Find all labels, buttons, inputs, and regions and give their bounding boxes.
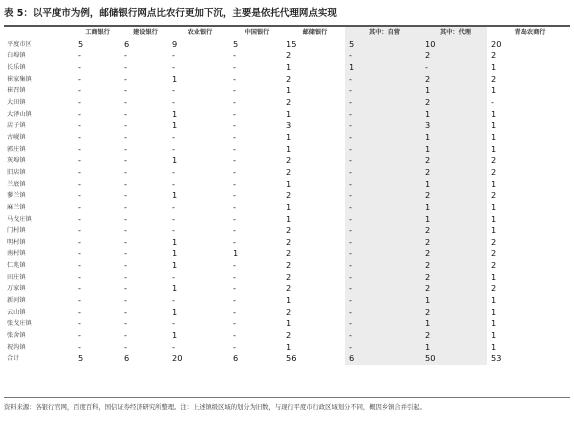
count-cell: 1	[491, 85, 497, 96]
count-cell: 2	[491, 248, 497, 259]
count-cell: 2	[421, 50, 487, 62]
count-cell: 1	[421, 179, 487, 191]
count-cell: -	[124, 283, 127, 294]
region-cell: 云山镇	[7, 308, 26, 316]
region-cell: 平度市区	[7, 40, 32, 48]
region-cell: 万家镇	[7, 285, 26, 293]
count-cell: -	[233, 225, 236, 236]
count-cell: 1	[421, 295, 487, 307]
table-row	[4, 167, 570, 179]
count-cell: -	[172, 61, 175, 72]
count-cell: -	[78, 61, 81, 72]
count-cell: 2	[421, 167, 487, 179]
table-number-label: 表 5：	[4, 8, 33, 19]
count-cell: -	[233, 61, 236, 72]
table-row	[4, 202, 570, 214]
count-cell: -	[172, 131, 175, 142]
count-cell: 2	[421, 155, 487, 167]
column-header: 其中：自营	[345, 27, 421, 39]
table-row	[4, 132, 570, 144]
count-cell: 20	[491, 38, 502, 49]
count-cell: -	[345, 190, 421, 202]
count-cell: 2	[491, 260, 497, 271]
region-cell: 新河镇	[7, 297, 26, 305]
count-cell: -	[345, 120, 421, 132]
count-cell: -	[345, 202, 421, 214]
count-cell: -	[78, 143, 81, 154]
count-cell: 1	[421, 85, 487, 97]
region-cell: 大泽山镇	[7, 110, 32, 118]
count-cell: -	[345, 97, 421, 109]
count-cell: 2	[421, 260, 487, 272]
count-cell: -	[78, 271, 81, 282]
count-cell: -	[124, 143, 127, 154]
count-cell: 2	[421, 283, 487, 295]
region-cell: 张舍镇	[7, 332, 26, 340]
count-cell: -	[233, 190, 236, 201]
region-cell: 祝沟镇	[7, 343, 26, 351]
count-cell: -	[124, 318, 127, 329]
count-cell: -	[172, 318, 175, 329]
count-cell: -	[233, 143, 236, 154]
count-cell: -	[172, 213, 175, 224]
count-cell: -	[345, 132, 421, 144]
count-cell: 1	[491, 330, 497, 341]
count-cell: -	[124, 201, 127, 212]
table-row	[4, 260, 570, 272]
region-cell: 大田镇	[7, 98, 26, 106]
count-cell: 1	[286, 108, 292, 119]
count-cell: -	[345, 283, 421, 295]
table-row	[4, 109, 570, 121]
count-cell: 1	[286, 295, 292, 306]
column-header: 中国银行	[244, 29, 270, 36]
count-cell: -	[124, 166, 127, 177]
count-cell: -	[124, 120, 127, 131]
count-cell: 1	[491, 295, 497, 306]
count-cell: 2	[491, 190, 497, 201]
count-cell: -	[78, 120, 81, 131]
count-cell: 15	[286, 38, 297, 49]
count-cell: -	[233, 120, 236, 131]
count-cell: -	[78, 108, 81, 119]
count-cell: -	[78, 190, 81, 201]
region-cell: 田庄镇	[7, 273, 26, 281]
count-cell: -	[172, 50, 175, 61]
count-cell: -	[172, 295, 175, 306]
count-cell: 6	[124, 38, 130, 49]
count-cell: 1	[421, 342, 487, 354]
count-cell: -	[172, 143, 175, 154]
table-row	[4, 85, 570, 97]
count-cell: 2	[491, 73, 497, 84]
count-cell: -	[233, 318, 236, 329]
count-cell: -	[345, 237, 421, 249]
count-cell: -	[233, 213, 236, 224]
count-cell: -	[78, 330, 81, 341]
count-cell: 1	[286, 178, 292, 189]
header-row	[4, 27, 570, 39]
count-cell: 1	[491, 318, 497, 329]
region-cell: 郭庄镇	[7, 145, 26, 153]
count-cell: 1	[172, 73, 178, 84]
count-cell: 1	[491, 178, 497, 189]
count-cell: -	[124, 295, 127, 306]
count-cell: -	[124, 248, 127, 259]
count-cell: -	[233, 260, 236, 271]
table-row	[4, 330, 570, 342]
region-cell: 旧店镇	[7, 168, 26, 176]
count-cell: 2	[286, 283, 292, 294]
count-cell: -	[345, 167, 421, 179]
count-cell: -	[345, 50, 421, 62]
count-cell: 2	[286, 166, 292, 177]
count-cell: -	[124, 236, 127, 247]
column-header: 农业银行	[187, 29, 213, 36]
count-cell: 1	[172, 155, 178, 166]
column-header	[4, 27, 72, 39]
count-cell: 2	[286, 236, 292, 247]
count-cell: -	[78, 73, 81, 84]
count-cell: 1	[491, 306, 497, 317]
region-cell: 古岘镇	[7, 133, 26, 141]
count-cell: -	[124, 73, 127, 84]
count-cell: 2	[421, 97, 487, 109]
count-cell: 1	[491, 120, 497, 131]
count-cell: 1	[172, 236, 178, 247]
table-row	[4, 39, 570, 51]
count-cell: 6	[345, 353, 421, 365]
count-cell: 2	[421, 225, 487, 237]
region-cell: 崔召镇	[7, 87, 26, 95]
column-header: 建设银行	[133, 29, 158, 36]
total-row	[4, 353, 570, 365]
count-cell: 1	[172, 306, 178, 317]
count-cell: -	[233, 341, 236, 352]
count-cell: 1	[491, 271, 497, 282]
table-row	[4, 155, 570, 167]
count-cell: 1	[172, 330, 178, 341]
count-cell: -	[124, 155, 127, 166]
count-cell: -	[345, 155, 421, 167]
count-cell: 2	[491, 50, 497, 61]
count-cell: 2	[421, 237, 487, 249]
count-cell: -	[233, 166, 236, 177]
count-cell: 1	[286, 213, 292, 224]
bottom-rule	[4, 397, 570, 398]
count-cell: -	[78, 155, 81, 166]
count-cell: -	[172, 201, 175, 212]
count-cell: -	[345, 330, 421, 342]
count-cell: -	[78, 306, 81, 317]
table-row	[4, 62, 570, 74]
count-cell: -	[78, 318, 81, 329]
table-row	[4, 342, 570, 354]
count-cell: -	[124, 341, 127, 352]
count-cell: 1	[491, 61, 497, 72]
count-cell: 2	[421, 307, 487, 319]
count-cell: -	[78, 85, 81, 96]
count-cell: 2	[286, 190, 292, 201]
region-cell: 白埠镇	[7, 52, 26, 60]
table-row	[4, 237, 570, 249]
count-cell: -	[124, 213, 127, 224]
count-cell: 1	[286, 318, 292, 329]
count-cell: -	[233, 178, 236, 189]
count-cell: 5	[345, 39, 421, 51]
count-cell: -	[233, 236, 236, 247]
count-cell: 2	[286, 271, 292, 282]
count-cell: -	[172, 341, 175, 352]
count-cell: -	[124, 260, 127, 271]
count-cell: -	[233, 155, 236, 166]
count-cell: -	[78, 131, 81, 142]
count-cell: 5	[78, 38, 84, 49]
count-cell: -	[233, 306, 236, 317]
count-cell: -	[78, 341, 81, 352]
count-cell: -	[345, 342, 421, 354]
count-cell: -	[78, 178, 81, 189]
region-cell: 蓼兰镇	[7, 192, 26, 200]
count-cell: -	[78, 96, 81, 107]
count-cell: 2	[491, 283, 497, 294]
table-row	[4, 295, 570, 307]
count-cell: -	[124, 225, 127, 236]
count-cell: 1	[491, 213, 497, 224]
count-cell: -	[233, 295, 236, 306]
count-cell: -	[124, 306, 127, 317]
region-cell: 店子镇	[7, 122, 26, 130]
count-cell: 1	[233, 248, 239, 259]
count-cell: 2	[286, 330, 292, 341]
count-cell: -	[172, 166, 175, 177]
table-row	[4, 120, 570, 132]
region-cell: 张戈庄镇	[7, 320, 32, 328]
table-row	[4, 225, 570, 237]
count-cell: -	[78, 225, 81, 236]
count-cell: -	[124, 131, 127, 142]
count-cell: -	[233, 330, 236, 341]
count-cell: -	[345, 179, 421, 191]
count-cell: 1	[491, 108, 497, 119]
count-cell: -	[124, 96, 127, 107]
count-cell: -	[233, 50, 236, 61]
table-row	[4, 74, 570, 86]
count-cell: 53	[491, 353, 502, 364]
count-cell: -	[172, 271, 175, 282]
count-cell: 2	[421, 248, 487, 260]
count-cell: 1	[345, 62, 421, 74]
count-cell: -	[345, 109, 421, 121]
count-cell: 2	[491, 155, 497, 166]
branch-count-table	[4, 27, 570, 365]
count-cell: -	[124, 85, 127, 96]
count-cell: 2	[491, 166, 497, 177]
column-header: 工商银行	[85, 29, 110, 36]
count-cell: -	[124, 178, 127, 189]
count-cell: -	[345, 85, 421, 97]
region-cell: 长乐镇	[7, 63, 26, 71]
count-cell: -	[124, 190, 127, 201]
count-cell: 1	[172, 190, 178, 201]
count-cell: -	[124, 50, 127, 61]
region-cell: 崔家集镇	[7, 75, 32, 83]
count-cell: 2	[421, 74, 487, 86]
count-cell: 2	[286, 306, 292, 317]
count-cell: 1	[286, 341, 292, 352]
count-cell: 2	[286, 50, 292, 61]
count-cell: 5	[78, 353, 84, 364]
count-cell: -	[172, 85, 175, 96]
count-cell: 2	[286, 260, 292, 271]
count-cell: -	[233, 131, 236, 142]
count-cell: 2	[286, 155, 292, 166]
count-cell: -	[124, 61, 127, 72]
count-cell: -	[345, 307, 421, 319]
count-cell: -	[233, 271, 236, 282]
count-cell: 2	[286, 248, 292, 259]
count-cell: 2	[286, 73, 292, 84]
count-cell: 2	[421, 330, 487, 342]
count-cell: -	[345, 248, 421, 260]
count-cell: -	[172, 225, 175, 236]
count-cell: 1	[421, 109, 487, 121]
count-cell: 1	[491, 143, 497, 154]
region-cell: 马戈庄镇	[7, 215, 32, 223]
count-cell: -	[233, 108, 236, 119]
table-title	[4, 4, 570, 24]
count-cell: 1	[491, 131, 497, 142]
table-row	[4, 272, 570, 284]
table-row	[4, 248, 570, 260]
count-cell: -	[345, 144, 421, 156]
count-cell: -	[124, 108, 127, 119]
table-row	[4, 50, 570, 62]
count-cell: -	[78, 50, 81, 61]
count-cell: -	[345, 225, 421, 237]
count-cell: -	[233, 85, 236, 96]
count-cell: -	[124, 271, 127, 282]
count-cell: 1	[172, 120, 178, 131]
count-cell: 2	[421, 190, 487, 202]
count-cell: 1	[421, 318, 487, 330]
table-title-text: 以平度市为例，邮储银行网点比农行更加下沉，主要是依托代理网点实现	[32, 8, 337, 19]
count-cell: -	[78, 295, 81, 306]
count-cell: 1	[421, 202, 487, 214]
count-cell: 56	[286, 353, 297, 364]
count-cell: -	[172, 96, 175, 107]
count-cell: -	[345, 74, 421, 86]
count-cell: 1	[491, 341, 497, 352]
count-cell: -	[491, 96, 494, 107]
count-cell: 1	[286, 143, 292, 154]
table-row	[4, 318, 570, 330]
count-cell: -	[233, 283, 236, 294]
count-cell: -	[78, 283, 81, 294]
count-cell: 6	[124, 353, 130, 364]
count-cell: 1	[491, 225, 497, 236]
region-cell: 兰底镇	[7, 180, 26, 188]
count-cell: -	[345, 272, 421, 284]
table-row	[4, 97, 570, 109]
table-row	[4, 179, 570, 191]
column-header: 其中：代理	[421, 27, 487, 39]
count-cell: 3	[286, 120, 292, 131]
table-row	[4, 144, 570, 156]
count-cell: -	[78, 166, 81, 177]
count-cell: 1	[286, 131, 292, 142]
count-cell: -	[172, 178, 175, 189]
count-cell: -	[345, 260, 421, 272]
region-cell: 合计	[7, 355, 20, 363]
count-cell: 1	[286, 61, 292, 72]
table-row	[4, 283, 570, 295]
count-cell: -	[345, 318, 421, 330]
count-cell: 1	[286, 85, 292, 96]
table-row	[4, 307, 570, 319]
count-cell: 1	[421, 144, 487, 156]
source-note: 资料来源：各银行官网，百度百科，国信证券经济研究所整理。注：上述镇级区域的划分为旧数，与现行平度市行政区域划分不同，概因乡镇合并引起。	[4, 404, 426, 411]
region-cell: 南村镇	[7, 250, 26, 258]
region-cell: 仁兆镇	[7, 262, 26, 270]
count-cell: -	[345, 214, 421, 226]
table-row	[4, 214, 570, 226]
region-cell: 门村镇	[7, 227, 26, 235]
column-header: 邮储银行	[302, 29, 328, 36]
count-cell: 1	[172, 260, 178, 271]
count-cell: 2	[491, 236, 497, 247]
region-cell: 灰埠镇	[7, 157, 26, 165]
count-cell: 1	[421, 214, 487, 226]
count-cell: 1	[421, 132, 487, 144]
count-cell: 10	[421, 39, 487, 51]
count-cell: -	[78, 248, 81, 259]
column-header: 青岛农商行	[514, 29, 546, 36]
count-cell: 6	[233, 353, 239, 364]
count-cell: -	[78, 201, 81, 212]
count-cell: 2	[421, 272, 487, 284]
count-cell: 1	[172, 283, 178, 294]
count-cell: 2	[286, 225, 292, 236]
count-cell: 1	[172, 108, 178, 119]
region-cell: 明村镇	[7, 238, 26, 246]
region-cell: 麻兰镇	[7, 203, 26, 211]
count-cell: -	[345, 295, 421, 307]
count-cell: -	[233, 96, 236, 107]
count-cell: -	[78, 213, 81, 224]
count-cell: -	[78, 260, 81, 271]
count-cell: 2	[286, 96, 292, 107]
count-cell: 5	[233, 38, 239, 49]
count-cell: 9	[172, 38, 178, 49]
count-cell: 3	[421, 120, 487, 132]
count-cell: -	[233, 201, 236, 212]
count-cell: 50	[421, 353, 487, 365]
count-cell: -	[124, 330, 127, 341]
count-cell: -	[421, 62, 487, 74]
count-cell: 1	[491, 201, 497, 212]
count-cell: -	[78, 236, 81, 247]
table-row	[4, 190, 570, 202]
count-cell: 20	[172, 353, 183, 364]
count-cell: -	[233, 73, 236, 84]
count-cell: 1	[286, 201, 292, 212]
count-cell: 1	[172, 248, 178, 259]
